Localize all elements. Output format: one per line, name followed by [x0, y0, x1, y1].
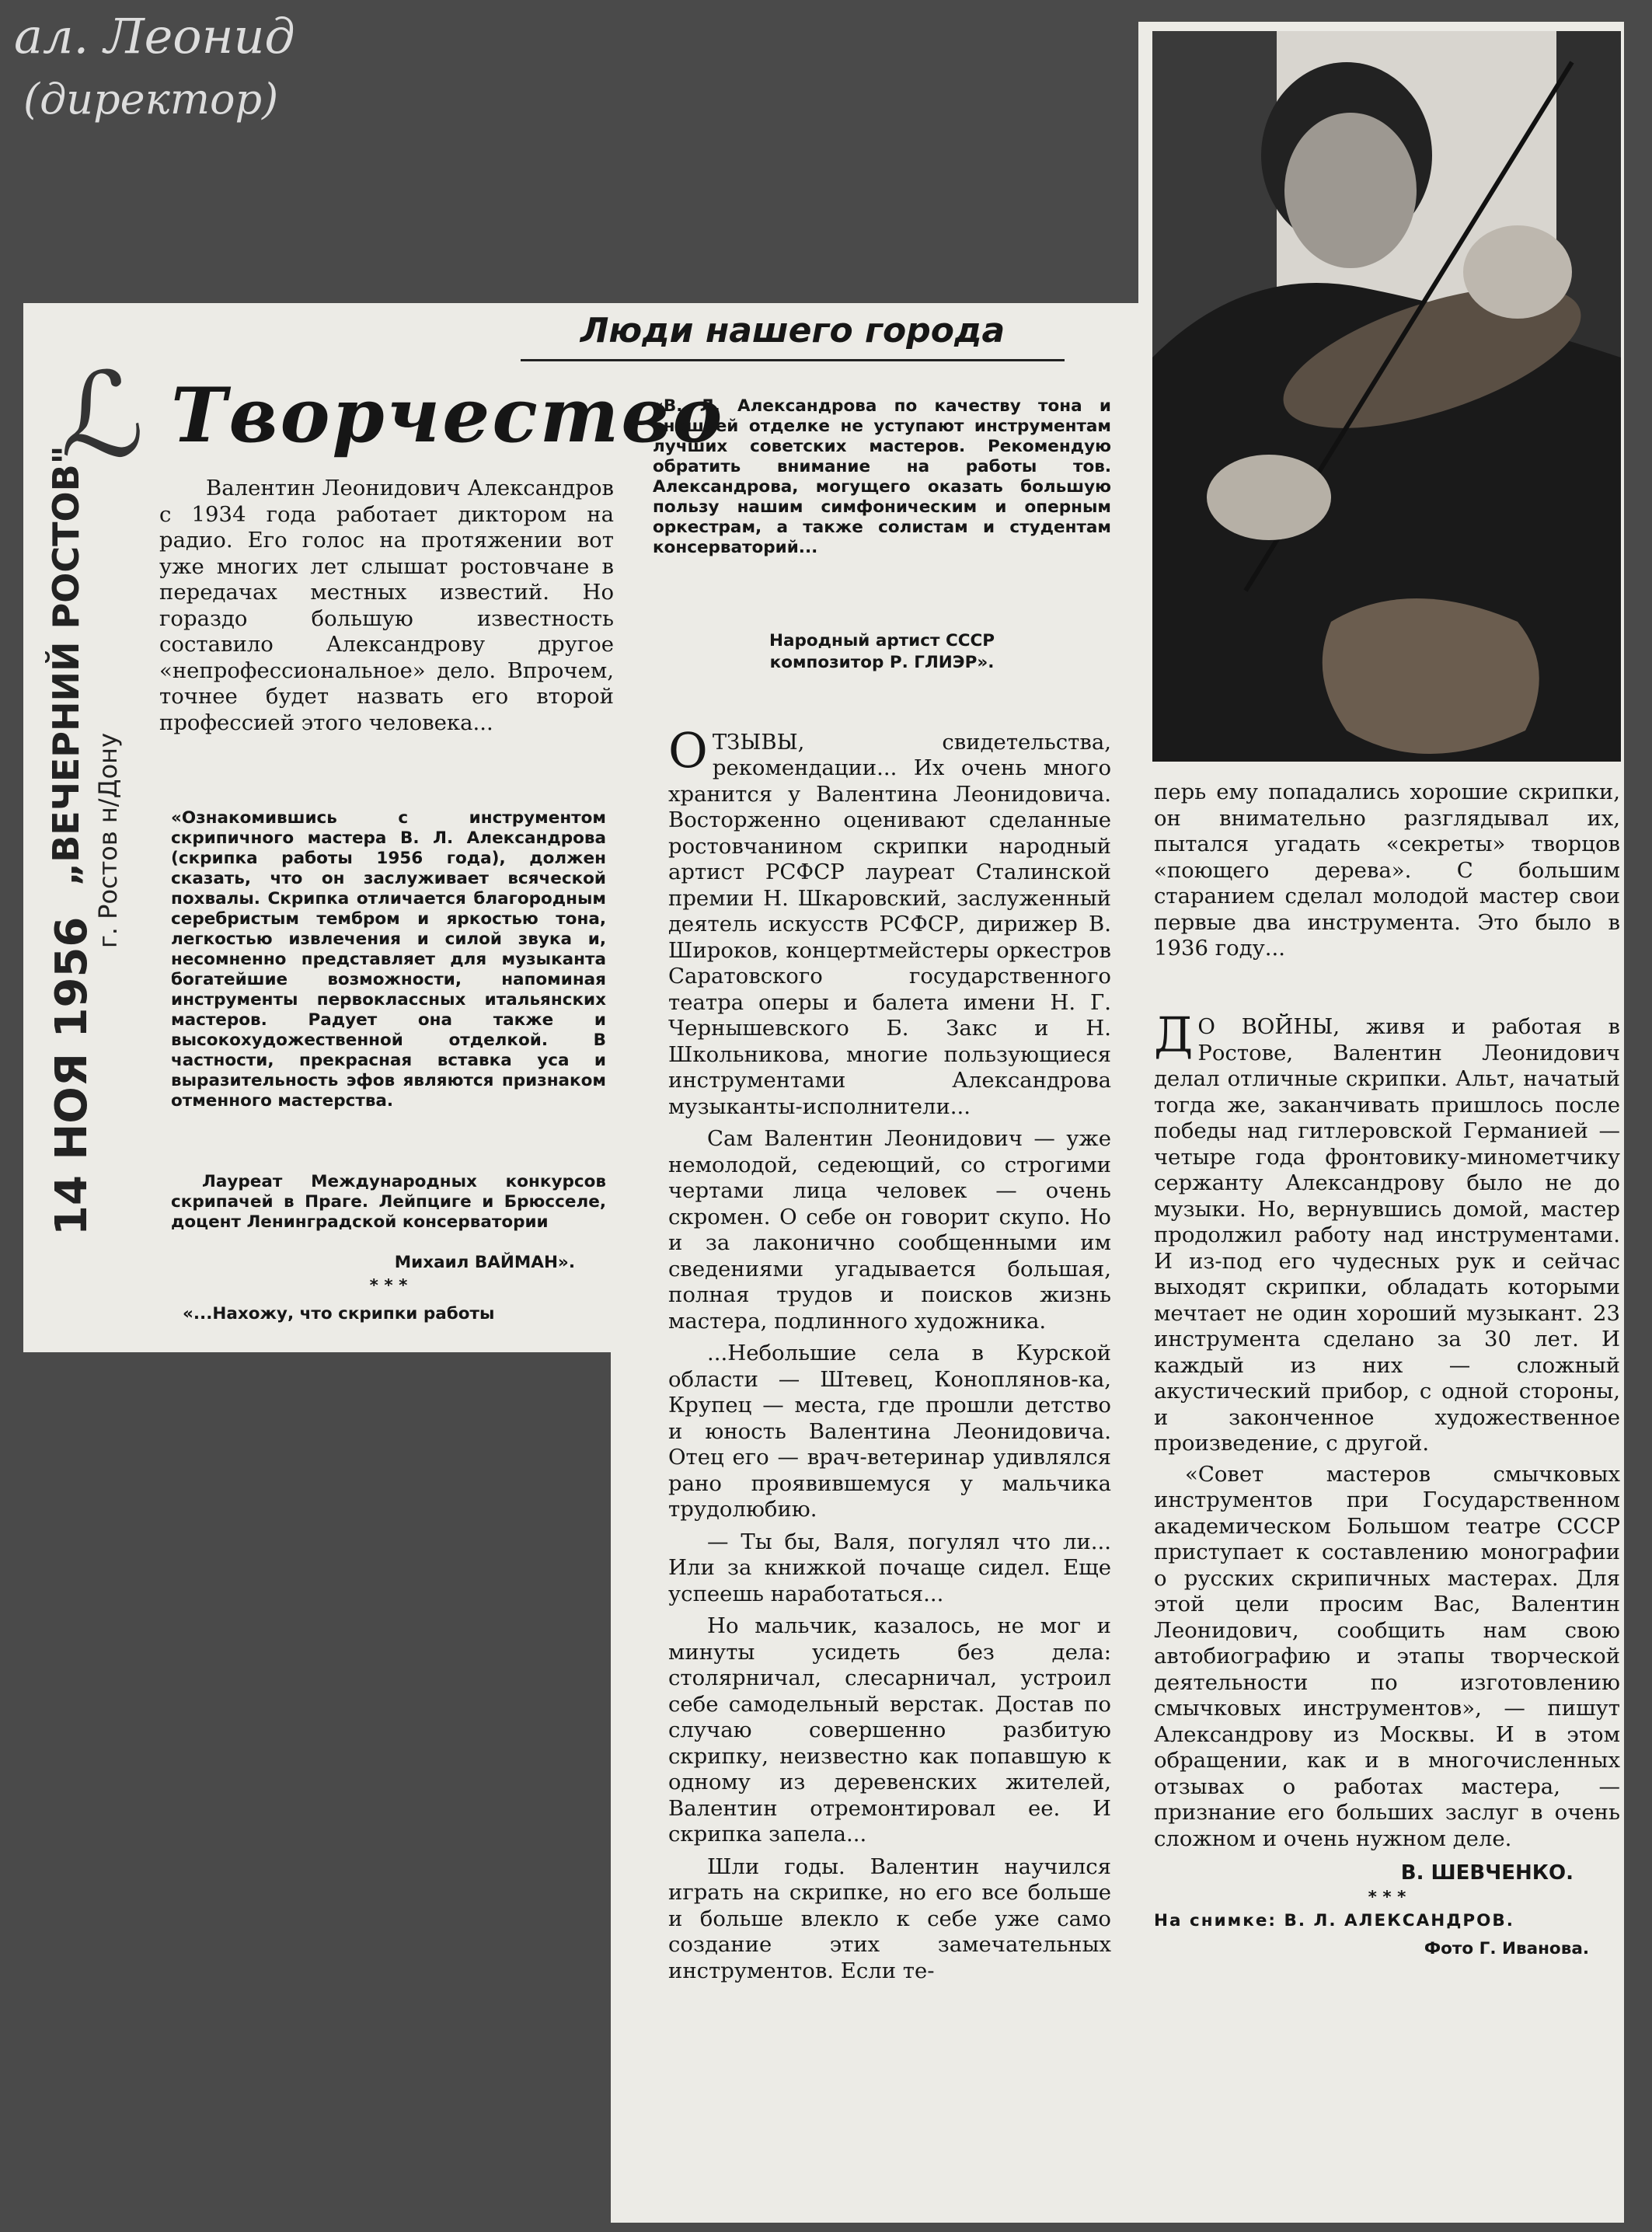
col-mid-p2: Сам Валентин Леонидович — уже немолодой, седеющий, со строгими чертами лица человек — очень скромен. О себе он говорит скупо. Но и за лаконично сообщенными им сведениями угадывается большая, полная трудов и поисков жизнь мастера, подлинного художника.	[668, 1126, 1111, 1334]
quote-vaiman-separator: * * *	[369, 1276, 408, 1296]
col-right-p2: Д О ВОЙНЫ, живя и работая в Ростове, Валентин Леонидович делал отличные скрипки. Альт, начатый тогда же, заканчивать пришлось после победы над гитлеровской Германией — четыре года фронтовику-минометчику сержанту Александрову было не до музыки. Но, вернувшись домой, мастер продолжил работу над инструментами. И из-под его чудесных рук и сейчас выходят скрипки, обладать которыми мечтает не один хороший музыкант. 23 инструмента сделано за 30 лет. И каждый из них — сложный акустический прибор, с одной стороны, и законченное художественное произведение, с другой.	[1154, 1006, 1620, 1456]
quote-next-fragment: «...Нахожу, что скрипки работы	[183, 1304, 495, 1324]
quote-glier-signature-2: композитор Р. ГЛИЭР».	[769, 653, 995, 672]
stamp-date: 14 НОЯ 1956	[47, 916, 97, 1236]
col-right	[1154, 779, 1620, 1959]
stamp-newspaper: „ВЕЧЕРНИЙ РОСТОВ"	[45, 445, 87, 886]
rubric-underline	[521, 359, 1065, 361]
photo-caption: На снимке: В. Л. АЛЕКСАНДРОВ.	[1154, 1911, 1514, 1930]
col-mid-p1: ОТЗЫВЫ, свидетельства, рекомендации... Их очень много хранится у Валентина Леонидовича. Восторженно оценивают сделанные ростовчанином скрипки народный артист РСФСР лауреат Сталинской премии Н. Шкаровский, заслуженный деятель искусств РСФСР, дирижер В. Широков, концертмейстеры оркестров Саратовского государственного театра оперы и балета имени Н. Г. Чернышевского Б. Закс и Н. Школьникова, многие пользующиеся инструментами Александрова музыканты-исполнители...	[668, 721, 1111, 1119]
col-right-p1: перь ему попадались хорошие скрипки, он внимательно разглядывал их, пытался угадать «секреты» творцов «поющего дерева». С большим старанием сделал молодой мастер свои первые два инструмента. Это было в 1936 году...	[1154, 779, 1620, 961]
decorative-curl: ℒ	[61, 348, 145, 483]
photo-violinist	[1152, 31, 1621, 762]
col-mid-p5: Но мальчик, казалось, не мог и минуты усидеть без дела: столярничал, слесарничал, устроил себе самодельный верстак. Достав по случаю совершенно разбитую скрипку, неизвестно как попавшую к одному из деревенских жителей, Валентин отремонтировал ее. И скрипка запела...	[668, 1613, 1111, 1847]
caption-separator: * * *	[1368, 1888, 1406, 1907]
col-right-p3: «Совет мастеров смычковых инструментов при Государственном академическом Большом театре СССР приступает к составлению монографии о русских скрипичных мастерах. Для этой цели просим Вас, Валентин Леонидович, сообщить нам свою автобиографию и этапы творческой деятельности по изготовлению смычковых инструментов», — пишут Александрову из Москвы. И в этом обращении, как и в многочисленных отзывах о работах мастера, — признание его больших заслуг в очень сложном и очень нужном деле.	[1154, 1461, 1620, 1851]
drop-cap-d: Д	[1154, 1006, 1194, 1063]
rubric-heading: Люди нашего города	[580, 311, 1005, 350]
quote-glier-signature-1: Народный артист СССР	[768, 631, 995, 650]
drop-cap-o: О	[668, 721, 708, 779]
quote-vaiman: «Ознакомившись с инструментом скрипичного мастера В. Л. Александрова (скрипка работы 1956 года), должен сказать, что он заслуживает всяческой похвалы. Скрипка отличается благородным серебристым тембром и яркостью тона, легкостью извлечения и силой звука и, несомненно представляет для музыканта богатейшие возможности, напоминая инструменты первоклассных итальянских мастеров. Радует она также и высокохудожественной отделкой. В частности, прекрасная вставка уса и выразительность эфов являются признаком отменного мастерства.	[171, 808, 606, 1111]
col-mid-p3: ...Небольшие села в Курской области — Штевец, Коноплянов-ка, Крупец — места, где прошли детство и юность Валентина Леонидовича. Отец его — врач-ветеринар удивлялся рано проявившемуся у мальчика трудолюбию.	[668, 1341, 1111, 1522]
quote-glier: «В. Л. Александрова по качеству тона и внешней отделке не уступают инструментам лучших советских мастеров. Рекомендую обратить внимание на работы тов. Александрова, могущего оказать большую пользу нашим симфоническим и оперным оркестрам, а также солистам и студентам консерваторий...	[653, 396, 1111, 557]
stamp-city: г. Ростов н/Дону	[93, 732, 123, 948]
intro-paragraph: Валентин Леонидович Александров с 1934 года работает диктором на радио. Его голос на протяжении вот уже многих лет слышат ростовчане в передачах местных известий. Но гораздо большую известность составило Александрову другое «непрофессиональное» дело. Впрочем, точнее будет назвать его второй профессией этого человека...	[159, 476, 614, 735]
quote-vaiman-signature: Лауреат Международных конкурсов скрипачей в Праге. Лейпциге и Брюсселе, доцент Ленинградской консерватории	[171, 1172, 606, 1232]
col-mid-p6: Шли годы. Валентин научился играть на скрипке, но его все больше и больше влекло к себе уже само создание этих замечательных инструментов. Если те-	[668, 1854, 1111, 1983]
author-signature: В. ШЕВЧЕНКО.	[1400, 1861, 1574, 1885]
page-title: Творчество	[171, 371, 725, 459]
quote-vaiman-name: Михаил ВАЙМАН».	[394, 1253, 575, 1272]
handwritten-note-name: ал. Леонид	[14, 8, 295, 65]
col-middle	[668, 703, 1111, 1984]
violinist-image	[1152, 31, 1621, 762]
photo-credit: Фото Г. Иванова.	[1424, 1939, 1589, 1958]
col-mid-p4: — Ты бы, Валя, погулял что ли... Или за книжкой почаще сидел. Еще успеешь наработаться...	[668, 1529, 1111, 1606]
handwritten-note-role: (директор)	[23, 75, 279, 124]
